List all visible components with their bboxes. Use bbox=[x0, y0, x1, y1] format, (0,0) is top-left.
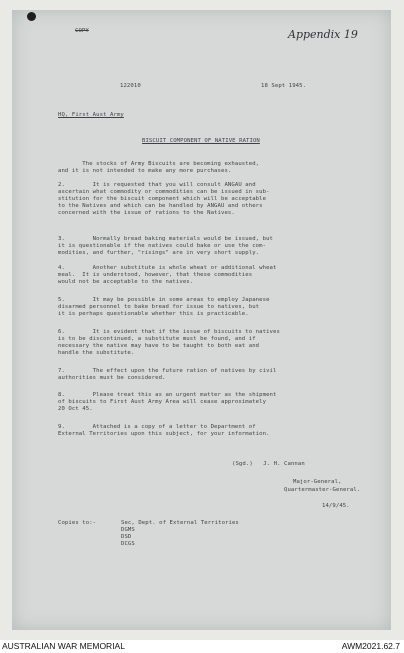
paragraph-9: 9. Attached is a copy of a letter to Department of External Territories upon this subject, for your information. bbox=[58, 424, 270, 437]
signatory-title: Quartermaster-General. bbox=[284, 487, 361, 493]
subject-heading: BISCUIT COMPONENT OF NATIVE RATION bbox=[142, 138, 260, 144]
footer-institution: AUSTRALIAN WAR MEMORIAL bbox=[2, 641, 125, 651]
paragraph-6: 6. It is evident that if the issue of biscuits to natives is to be discontinued, a substitute must be found, and if necessary the native may have to be taught to both eat and handle the substitute. bbox=[58, 329, 280, 356]
paragraph-8: 8. Please treat this as an urgent matter as the shipment of biscuits to First Aust Army Area will cease approximately 20 Oct 45. bbox=[58, 392, 277, 412]
paragraph-3: 3. Normally bread baking materials would be issued, but it is questionable if the natives could bake or use the com- modities, and further, "risings" are in very short supply. bbox=[58, 236, 273, 256]
copies-list: Sec, Dept. of External Territories DGMS DSD DCGS bbox=[121, 520, 239, 547]
handwritten-annotation: Appendix 19 bbox=[288, 28, 358, 41]
signature-line: (Sgd.) J. H. Cannan bbox=[232, 461, 305, 467]
signatory-rank: Major-General, bbox=[293, 479, 342, 485]
paragraph-4: 4. Another substitute is whole wheat or additional wheat meal. It is understood, however, that these commodities would not be acceptable to the natives. bbox=[58, 265, 277, 285]
letter-date: 18 Sept 1945. bbox=[261, 83, 307, 89]
paragraph-5: 5. It may be possible in some areas to employ Japanese disarmed personnel to bake bread for issue to natives, but it is perhaps questionable whether this is practicable. bbox=[58, 297, 270, 317]
footer-accession-number: AWM2021.62.7 bbox=[341, 641, 400, 651]
reference-number: 122010 bbox=[120, 83, 141, 89]
addressee: HQ, First Aust Army bbox=[58, 112, 124, 118]
paragraph-2: 2. It is requested that you will consult ANGAU and ascertain what commodity or commodities can be issued in sub- stitution for the biscuit component which will be acceptable to the Natives and which can be handled by ANGAU and others concerned with the issue of rations to the Natives. bbox=[58, 182, 270, 216]
paragraph-1: The stocks of Army Biscuits are becoming exhausted, and it is not intended to make any more purchases. bbox=[58, 161, 260, 174]
copy-stamp: COPY bbox=[75, 28, 89, 34]
punch-hole bbox=[27, 12, 36, 21]
copies-label: Copies to:- bbox=[58, 520, 97, 526]
signature-date: 14/9/45. bbox=[322, 503, 350, 509]
paragraph-7: 7. The effect upon the future ration of natives by civil authorities must be considered. bbox=[58, 368, 277, 381]
